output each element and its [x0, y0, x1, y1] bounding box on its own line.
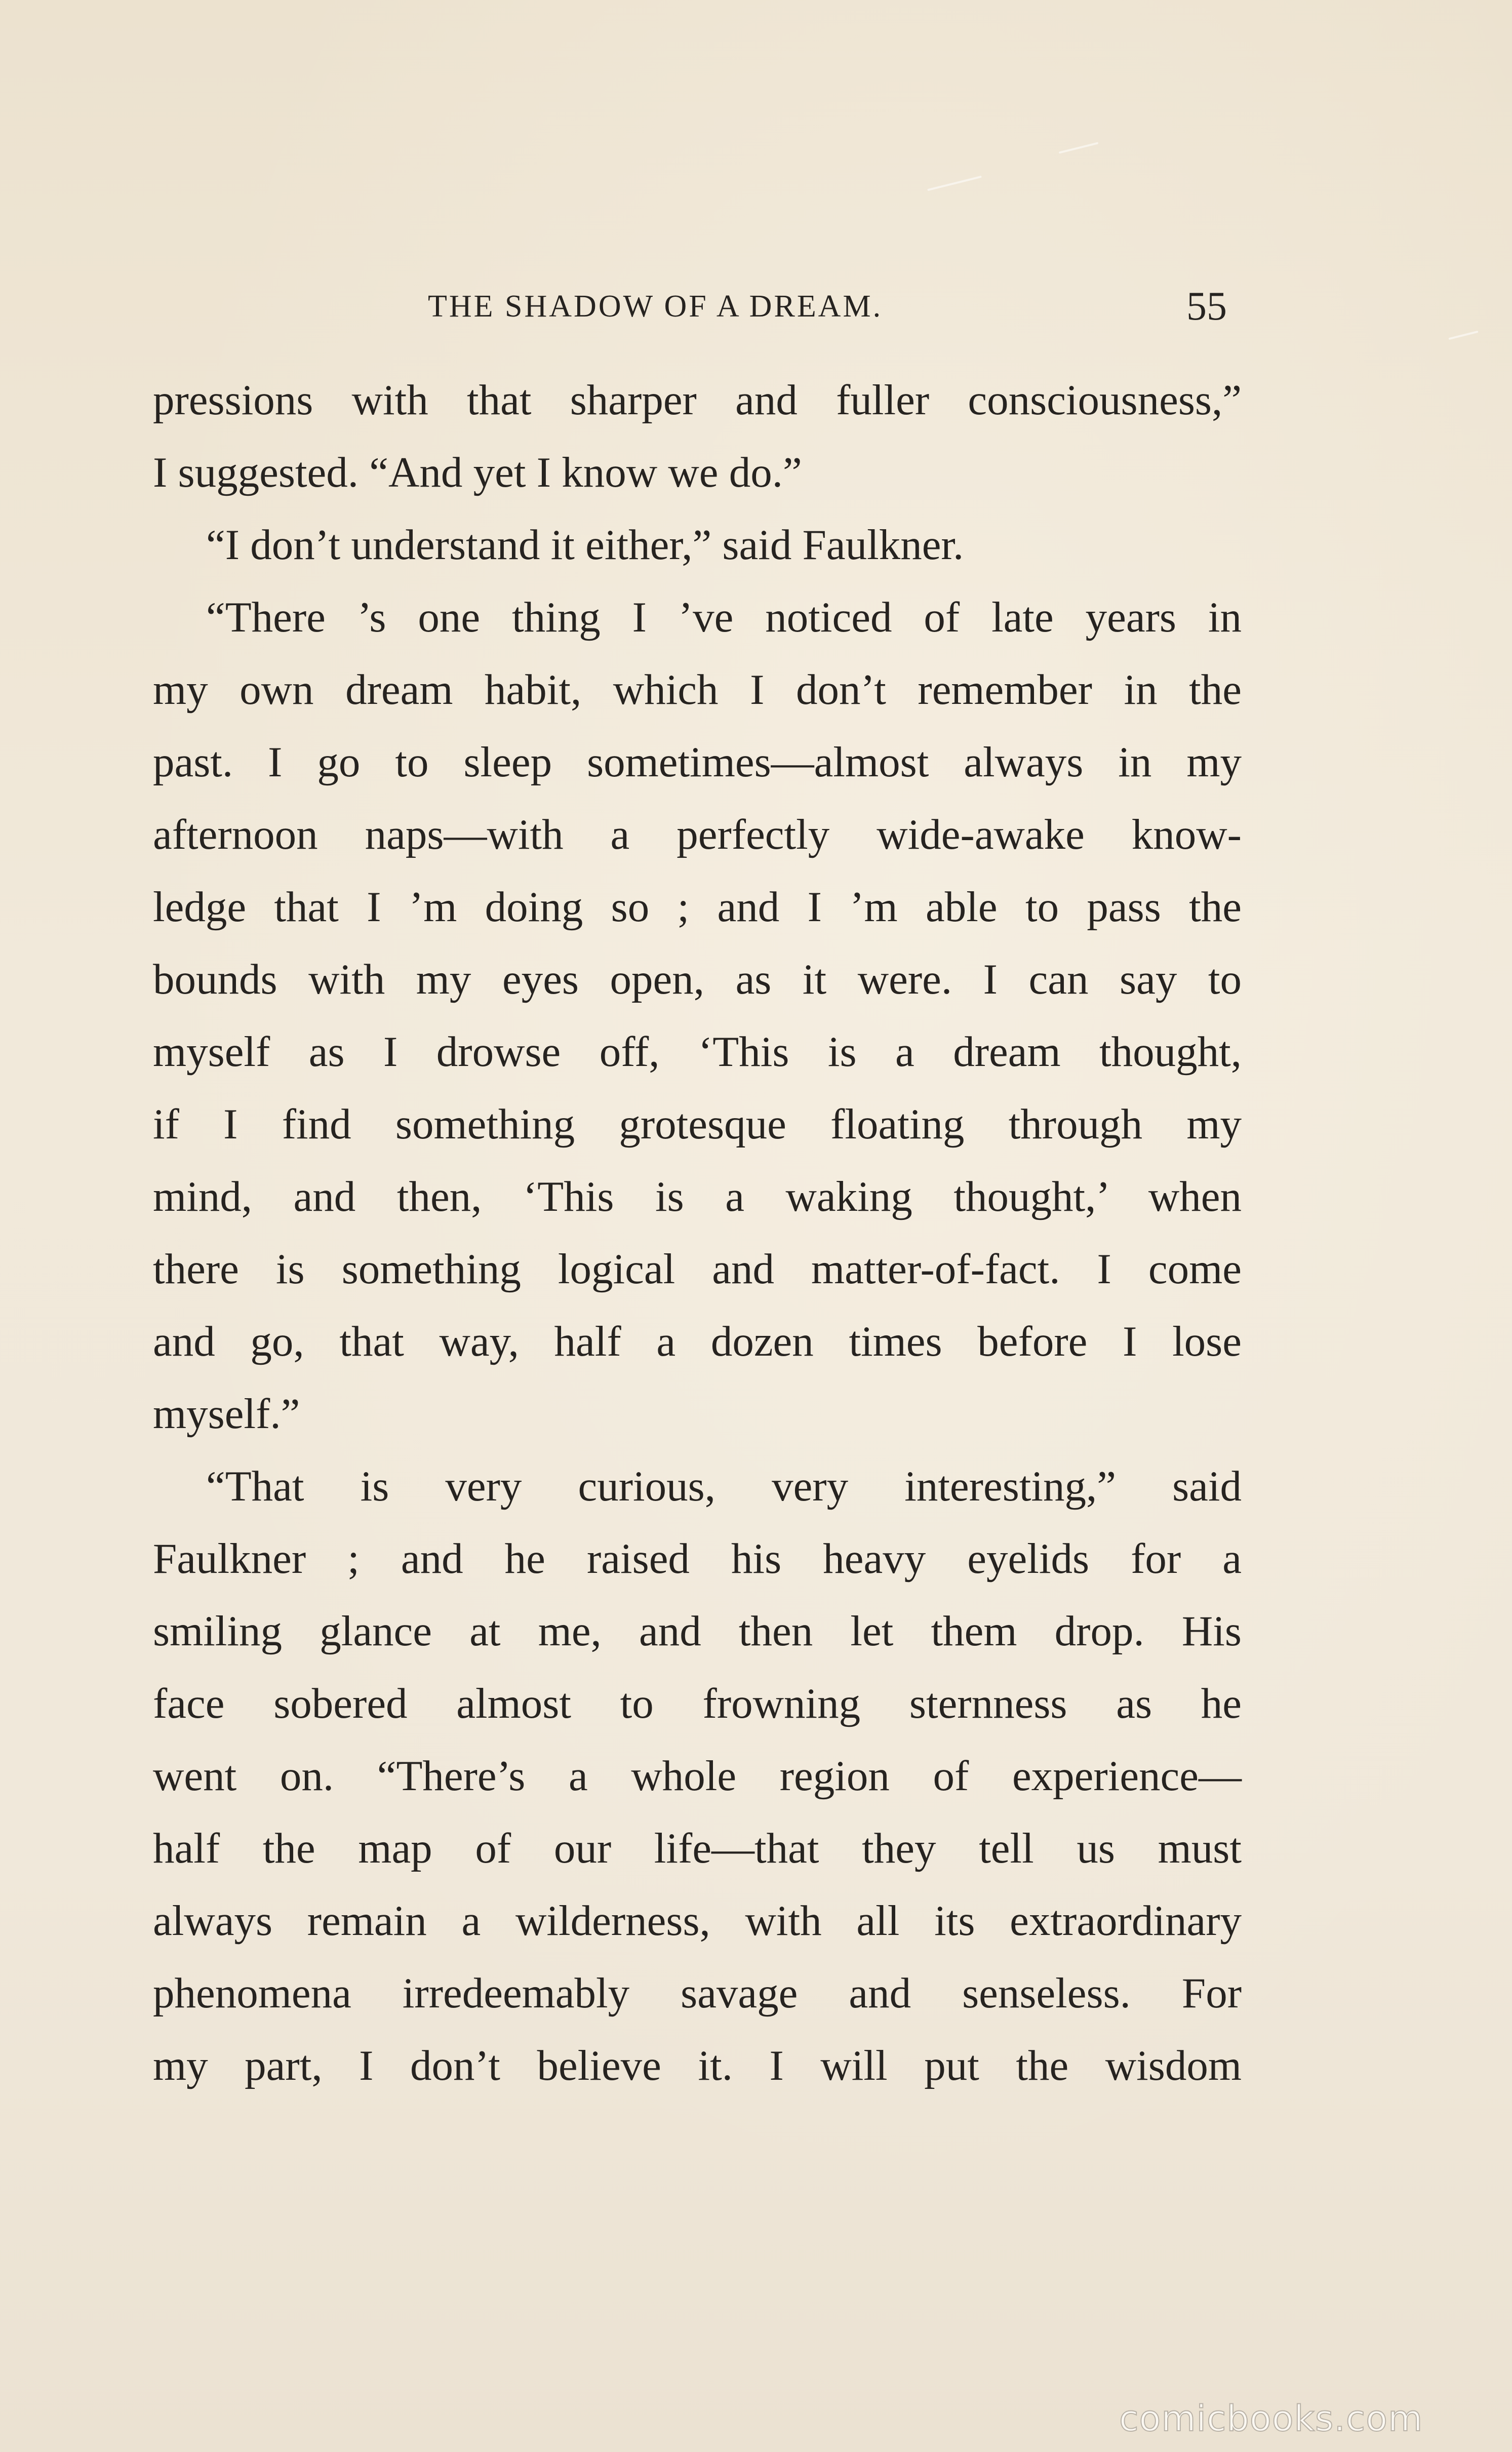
text-line: always remain a wilderness, with all its extraordinary	[153, 1897, 1242, 1945]
text-line: myself.”	[153, 1390, 300, 1438]
text-line: pressions with that sharper and fuller consciousness,”	[153, 376, 1242, 424]
text-line: phenomena irredeemably savage and senseless. For	[153, 1969, 1242, 2017]
text-line: “I don’t understand it either,” said Faulkner.	[206, 521, 964, 569]
running-title: THE SHADOW OF A DREAM.	[428, 289, 883, 324]
text-line: my part, I don’t believe it. I will put the wisdom	[153, 2042, 1242, 2089]
text-line: past. I go to sleep sometimes—almost always in my	[153, 738, 1242, 786]
text-line: myself as I drowse off, ‘This is a dream thought,	[153, 1028, 1242, 1076]
text-line: and go, that way, half a dozen times before I lose	[153, 1318, 1242, 1365]
text-line: bounds with my eyes open, as it were. I can say to	[153, 956, 1242, 1003]
text-line: Faulkner ; and he raised his heavy eyelids for a	[153, 1535, 1242, 1583]
text-line: there is something logical and matter-of-fact. I come	[153, 1245, 1242, 1293]
text-line: went on. “There’s a whole region of experience—	[153, 1752, 1242, 1800]
text-line: smiling glance at me, and then let them drop. His	[153, 1607, 1242, 1655]
text-line: half the map of our life—that they tell us must	[153, 1825, 1242, 1872]
text-line: ledge that I ’m doing so ; and I ’m able to pass the	[153, 883, 1242, 931]
running-head	[0, 284, 1512, 334]
text-line: “That is very curious, very interesting,” said	[206, 1462, 1242, 1510]
text-line: afternoon naps—with a perfectly wide-awake know-	[153, 811, 1242, 858]
page-number: 55	[1186, 284, 1227, 329]
text-line: face sobered almost to frowning sternness as he	[153, 1680, 1242, 1727]
watermark: comicbooks.com	[1119, 2398, 1423, 2439]
text-line: if I find something grotesque floating through my	[153, 1100, 1242, 1148]
paper-scratch	[927, 176, 982, 191]
text-line: my own dream habit, which I don’t remember in the	[153, 666, 1242, 714]
text-line: “There ’s one thing I ’ve noticed of late years in	[206, 594, 1242, 641]
text-line: mind, and then, ‘This is a waking thought,’ when	[153, 1173, 1242, 1220]
paper-scratch	[1059, 142, 1099, 153]
text-line: I suggested. “And yet I know we do.”	[153, 449, 802, 496]
